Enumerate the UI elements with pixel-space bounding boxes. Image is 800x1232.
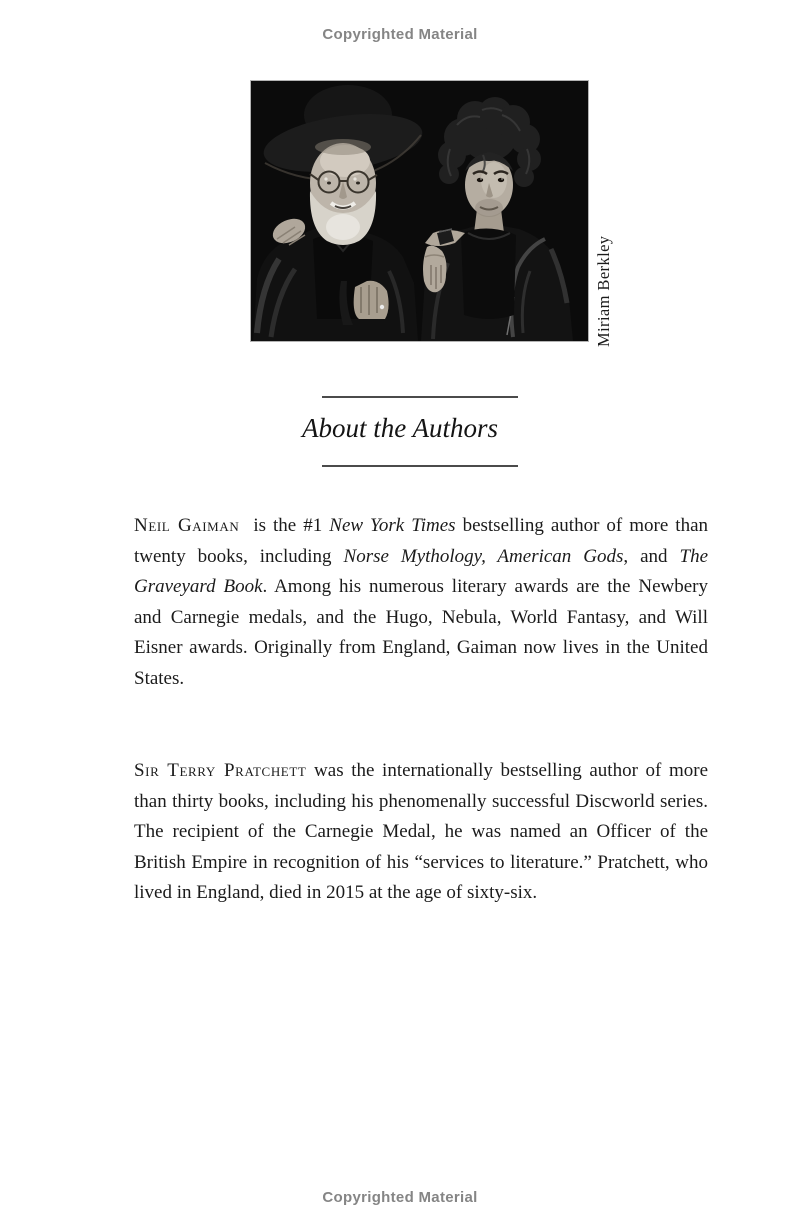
bio-text-segment: bestselling author of more than twenty books, including [134, 515, 708, 567]
bio-text-segment: The Graveyard Book [134, 545, 708, 598]
bio-text-segment: was the internationally bestselling author of more than thirty books, including his phenomenally successful Discworld series. The recipient of the Carnegie Medal, he was named an Officer of the British Empire in recognition of his “services to literature.” Pratchett, who lived in England, died in 2015 at the age of sixty-six. [134, 760, 708, 904]
bio-text-segment: . Among his numerous literary awards are the Newbery and Carnegie medals, and the Hugo, Nebula, World Fantasy, and Will Eisner awards. Originally from England, Gaiman now lives in the United States. [134, 576, 708, 689]
heading-rule-top [322, 396, 518, 398]
bio-text-segment: New York Times [329, 515, 456, 536]
heading-rule-bottom [322, 465, 518, 467]
bio-text-segment: Sir Terry Pratchett [134, 760, 307, 781]
bio-text-segment: Norse Mythology, American Gods [343, 545, 624, 567]
copyright-notice-bottom: Copyrighted Material [322, 1189, 478, 1206]
bio-text-segment: , and [623, 545, 680, 567]
authors-photo [251, 81, 588, 341]
photo-credit: Miriam Berkley [594, 235, 613, 347]
author-bio-terry-pratchett [134, 756, 708, 909]
authors-photo-illustration [251, 81, 588, 341]
author-bio-neil-gaiman [134, 511, 708, 695]
copyright-notice-top: Copyrighted Material [322, 26, 478, 43]
bio-text-segment: is the #1 [239, 515, 330, 536]
bio-text-segment: Neil Gaiman [134, 515, 240, 536]
page-title: About the Authors [301, 413, 498, 443]
